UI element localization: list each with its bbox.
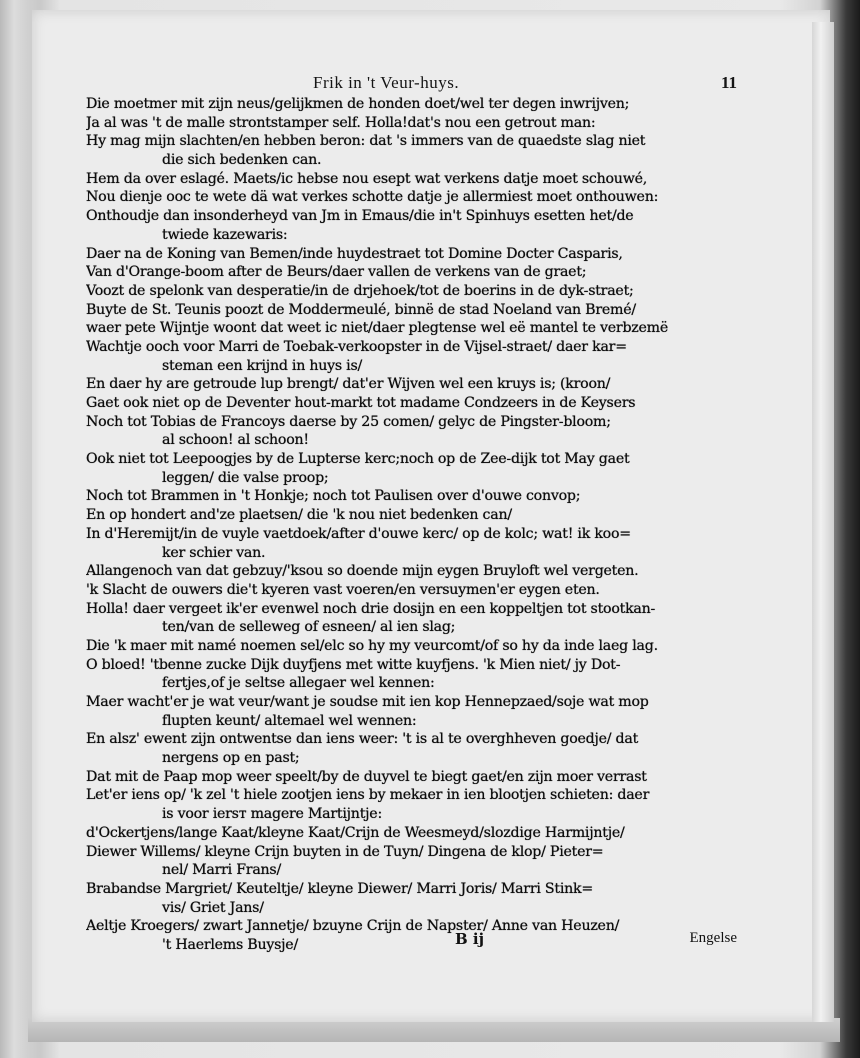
text-line: Voozt de spelonk van desperatie/in de drjehoek/tot de boerins in de dyk-straet; [86,282,634,299]
text-line: Noch tot Brammen in 't Honkje; noch tot Paulisen over d'ouwe convop; [86,488,581,505]
text-line: al schoon! al schoon! [162,432,309,449]
text-line: Brabandse Margriet/ Keuteltje/ kleyne Diewer/ Marri Joris/ Marri Stink= [86,880,593,897]
catchword: Engelse [689,930,737,946]
text-line: Die moetmer mit zijn neus/gelijkmen de honden doet/wel ter degen inwrijven; [86,96,630,112]
body-text [86,95,736,955]
text-line: leggen/ die valse proop; [162,469,329,486]
text-line: Ja al was 't de malle strontstamper self. Holla!dat's nou een getrout man: [86,114,596,131]
signature-mark: B ij [455,930,485,948]
text-line: Buyte de St. Teunis poozt de Moddermeulé, binnë de stad Noeland van Bremé/ [86,301,636,318]
text-line: Holla! daer vergeet ik'er evenwel noch drie dosijn en een koppeltjen tot stootkan- [86,600,656,617]
text-line: d'Ockertjens/lange Kaat/kleyne Kaat/Crijn de Weesmeyd/slozdige Harmijntje/ [86,824,625,841]
text-line: Hem da over eslagé. Maets/ic hebse nou esept wat verkens datje moet schouwé, [86,170,647,187]
text-line: Wachtje ooch voor Marri de Toebak-verkoopster in de Vijsel-straet/ daer kar= [86,338,627,355]
text-line: Let'er iens op/ 'k zel 't hiele zootjen iens by mekaer in ien blootjen schieten: daer [86,787,650,804]
text-line: ten/van de selleweg of esneen/ al ien slag; [162,619,456,636]
text-line: Ook niet tot Leepoogjes by de Lupterse kerc;noch op de Zee-dijk tot May gaet [86,451,630,468]
text-line: die sich bedenken can. [162,152,322,169]
text-line: twiede kazewaris: [162,226,288,243]
text-line: Maer wacht'er je wat veur/want je soudse mit ien kop Hennepzaed/soje wat mop [86,694,649,710]
text-line: Onthoudje dan insonderheyd van Jm in Emaus/die in't Spinhuys esetten het/de [86,208,634,225]
text-line: steman een krijnd in huys is/ [162,357,363,374]
text-line: In d'Heremijt/in de vuyle vaetdoek/after d'ouwe kerc/ op de kolc; wat! ik koo= [86,525,631,542]
text-line: Dat mit de Paap mop weer speelt/by de duyvel te biegt gaet/en zijn moer verrast [86,768,647,785]
page-number: 11 [720,73,737,92]
right-page-edge [812,22,834,1022]
text-line: Aeltje Kroegers/ zwart Jannetje/ bzuyne Crijn de Napster/ Anne van Heuzen/ [86,918,620,935]
text-line: O bloed! 'tbenne zucke Dijk duyfjens met witte kuyfjens. 'k Mien niet/ jy Dot- [86,656,621,673]
text-line: fertjes,of je seltse allegaer wel kennen: [162,675,435,692]
text-line: flupten keunt/ altemael wel wennen: [162,712,417,729]
text-line: waer pete Wijntje woont dat weet ic niet/daer plegtense wel eë mantel te verbzemë [86,320,668,337]
text-line: En op hondert and'ze plaetsen/ die 'k nou niet bedenken can/ [86,507,512,524]
text-line: nel/ Marri Frans/ [162,862,281,879]
text-line: Allangenoch van dat gebzuy/'ksou so doende mijn eygen Bruyloft wel vergeten. [86,563,639,580]
text-line: Nou dienje ooc te wete dä wat verkes schotte datje je allermiest moet onthouwen: [86,189,659,206]
text-line: Daer na de Koning van Bemen/inde huydestraet tot Domine Docter Casparis, [86,245,623,262]
text-line: Diewer Willems/ kleyne Crijn buyten in de Tuyn/ Dingena de klop/ Pieter= [86,843,604,860]
text-line: Die 'k maer mit namé noemen sel/elc so hy my veurcomt/of so hy da inde laeg lag. [86,637,658,654]
text-line: Hy mag mijn slachten/en hebben beron: dat 's immers van de quaedste slag niet [86,133,646,150]
text-line: nergens op en past; [162,750,300,767]
text-line: En daer hy are getroude lup brengt/ dat'er Wijven wel een kruys is; (kroon/ [86,376,611,393]
text-line: is voor iersт magere Martijntje: [162,806,382,823]
page-footer [85,930,737,952]
text-line: Van d'Orange-boom after de Beurs/daer vallen de verkens van de graet; [86,264,587,281]
text-line: Gaet ook niet op de Deventer hout-markt tot madame Condzeers in de Keysers [86,395,636,411]
text-line: Noch tot Tobias de Francoys daerse by 25 comen/ gelyc de Pingster-bloom; [86,413,611,430]
running-title: Frik in 't Veur-huys. [313,73,460,92]
text-line: 't Haerlems Buysje/ [162,936,298,953]
text-line: En alsz' ewent zijn ontwentse dan iens weer: 't is al te overghheven goedje/ dat [86,731,639,748]
text-line: ker schier van. [162,544,266,561]
text-line: 'k Slacht de ouwers die't kyeren vast voeren/en versuymen'er eygen eten. [86,581,600,598]
text-line: vis/ Griet Jans/ [162,899,264,916]
page-header [85,73,737,97]
